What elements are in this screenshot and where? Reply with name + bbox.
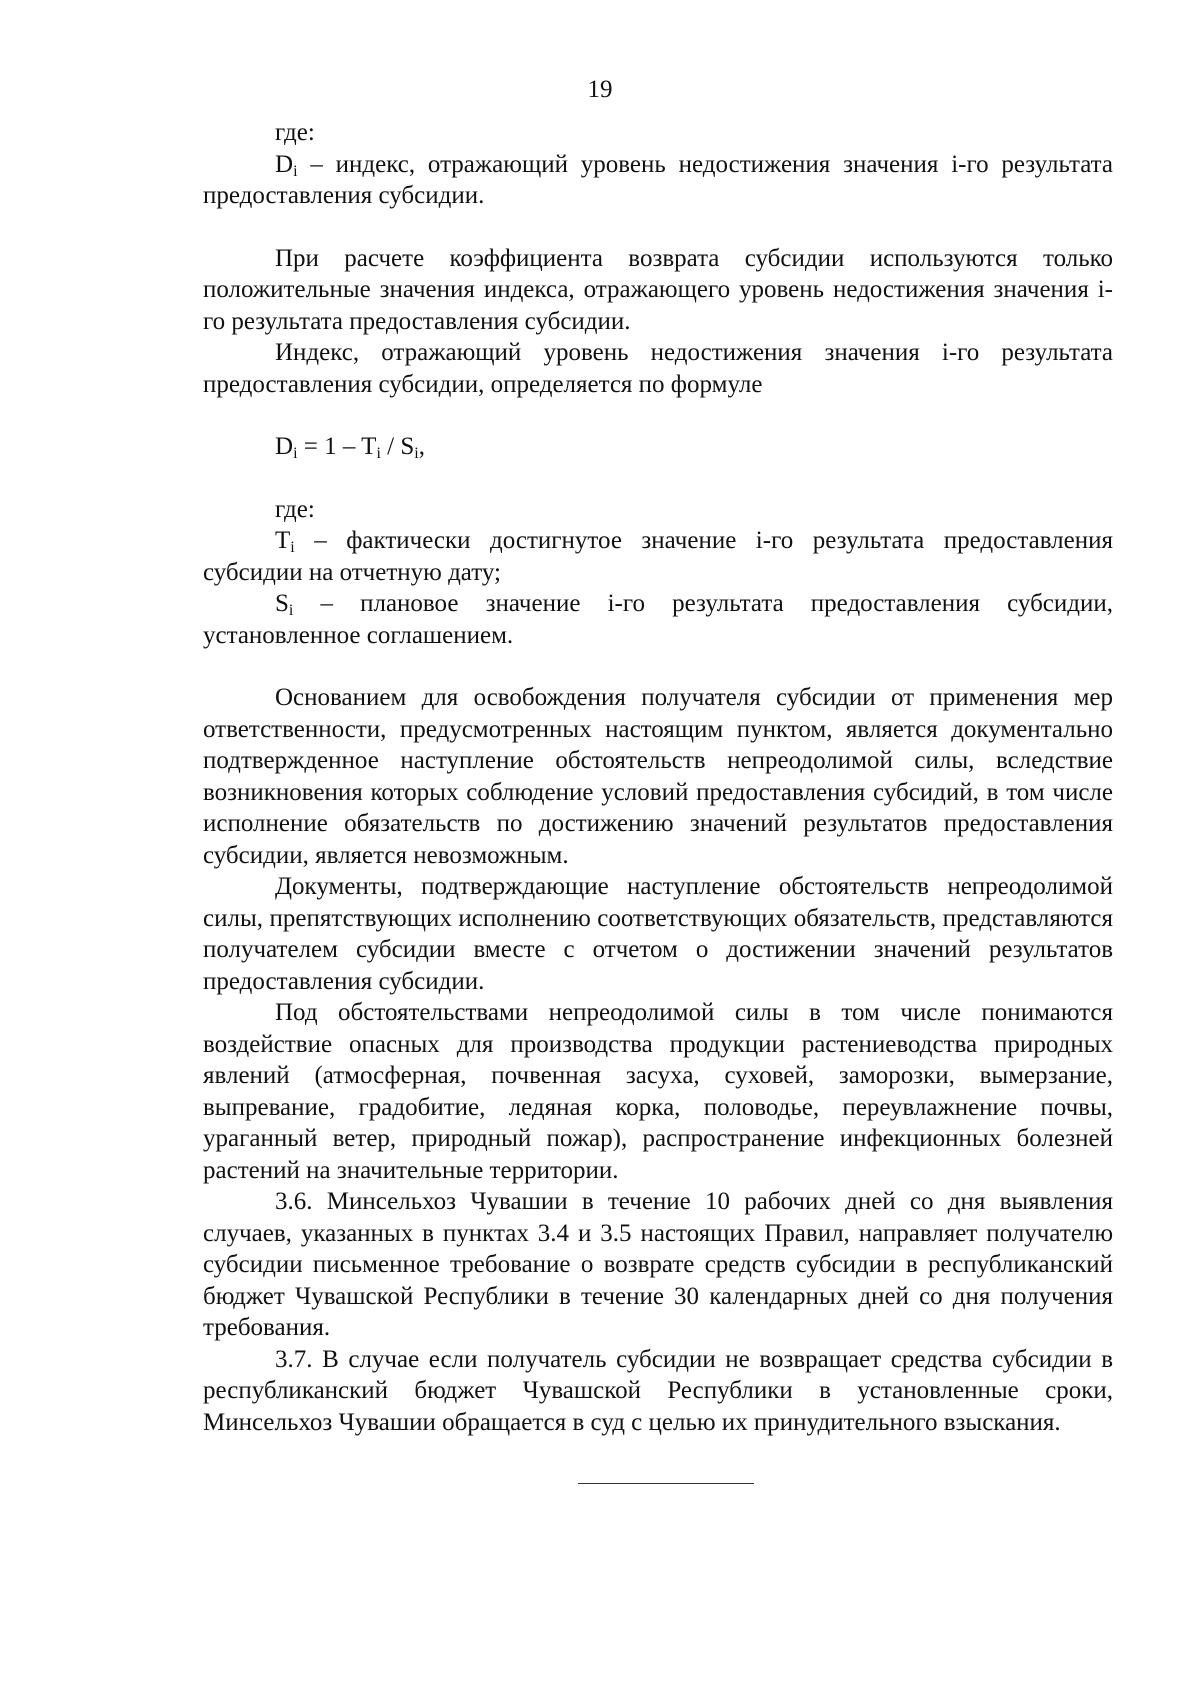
paragraph-basis: Основанием для освобождения получателя субсидии от применения мер ответственности, предусмотренных настоящим пунктом, является документально подтвержденное наступление обстоятельств непреодолимой силы, вследствие возникновения которых соблюдение условий предоставления субсидий, в том числе исполнение обязательств по достижению значений результатов предоставления субсидии, является невозможным. xyxy=(203,684,1113,869)
paragraph-documents: Документы, подтверждающие наступление обстоятельств непреодолимой силы, препятствующих исполнению соответствующих обязательств, представляются получателем субсидии вместе с отчетом о достижении значений результатов предоставления субсидии. xyxy=(203,873,1113,995)
d-definition-text: – индекс, отражающий уровень недостижения значения i-го результата предоставления субсидии. xyxy=(203,150,1113,209)
page-number: 19 xyxy=(587,76,613,103)
document-body xyxy=(203,117,1113,1438)
paragraph-3-7: 3.7. В случае если получатель субсидии не возвращает средства субсидии в республиканский бюджет Чувашской Республики в установленные сроки, Минсельхоз Чувашии обращается в суд с целью их принудительного взыскания. xyxy=(203,1345,1113,1436)
paragraph-positive-values: При расчете коэффициента возврата субсидии используются только положительные значения индекса, отражающего уровень недостижения значения i-го результата предоставления субсидии. xyxy=(203,244,1113,335)
d-subscript: i xyxy=(293,162,298,180)
d-symbol: D xyxy=(275,150,294,178)
t-definition: $T_i$ – фактически достигнутое значение i-го результата предоставления субсидии на отчетную дату; xyxy=(203,527,1113,586)
paragraph-index-formula-intro: Индекс, отражающий уровень недостижения значения i-го результата предоставления субсидии, определяется по формуле xyxy=(203,339,1113,398)
paragraph-force-majeure: Под обстоятельствами непреодолимой силы в том числе понимаются воздействие опасных для производства продукции растениеводства природных явлений (атмосферная, почвенная засуха, суховей, заморозки, вымерзание, выпревание, градобитие, ледяная корка, половодье, переувлажнение почвы, ураганный ветер, природный пожар), распространение инфекционных болезней растений на значительные территории. xyxy=(203,999,1113,1184)
where-label-2: где: xyxy=(275,495,315,523)
paragraph-3-6: 3.6. Минсельхоз Чувашии в течение 10 рабочих дней со дня выявления случаев, указанных в пунктах 3.4 и 3.5 настоящих Правил, направляет получателю субсидии письменное требование о возврате средств субсидии в республиканский бюджет Чувашской Республики в течение 30 календарных дней со дня получения требования. xyxy=(203,1188,1113,1341)
formula: $D_i = 1 - T_i / S_i$, xyxy=(275,433,425,462)
closing-rule xyxy=(578,1483,754,1484)
s-definition: $S_i$ – плановое значение i-го результата предоставления субсидии, установленное соглашением. xyxy=(203,590,1113,649)
d-definition xyxy=(203,149,1113,212)
where-label: где: xyxy=(275,119,315,146)
